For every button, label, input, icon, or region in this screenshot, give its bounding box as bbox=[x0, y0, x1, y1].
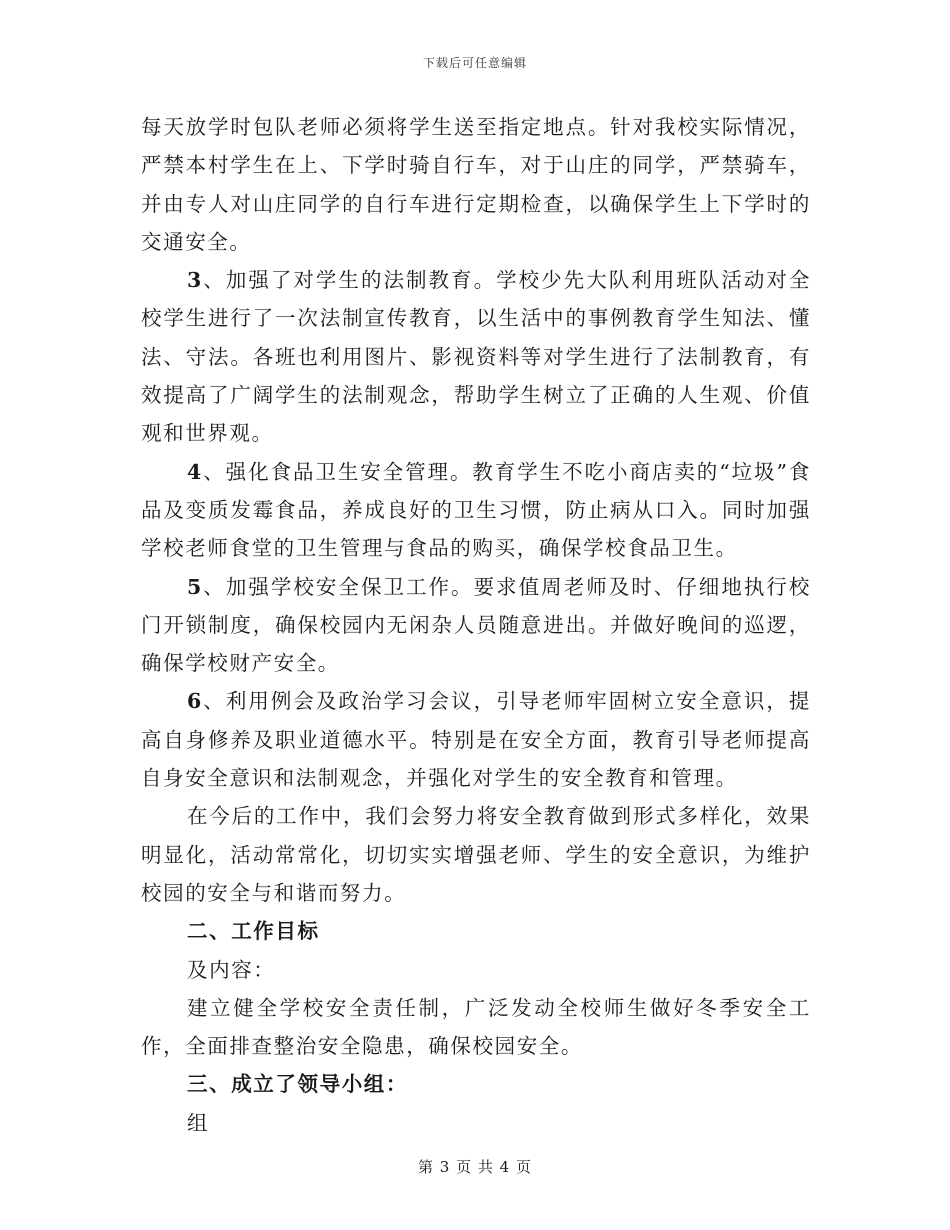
section-heading: 二、工作目标 bbox=[187, 919, 320, 944]
page-header: 下载后可任意编辑 bbox=[422, 56, 527, 70]
paragraph-numbered bbox=[141, 453, 811, 568]
paragraph: 建立健全学校安全责任制，广泛发动全校师生做好冬季安全工作，全面排查整治安全隐患，确保校园安全。 bbox=[141, 995, 811, 1059]
item-number: 5 bbox=[187, 574, 203, 599]
paragraph: 在今后的工作中，我们会努力将安全教育做到形式多样化，效果明显化，活动常常化，切切实实增强老师、学生的安全意识，为维护校园的安全与和谐而努力。 bbox=[141, 804, 811, 905]
paragraph-text: 、加强了对学生的法制教育。学校少先大队利用班队活动对全校学生进行了一次法制宣传教育，以生活中的事例教育学生知法、懂法、守法。各班也利用图片、影视资料等对学生进行了法制教育，有效提高了广阔学生的法制观念，帮助学生树立了正确的人生观、价值观和世界观。 bbox=[141, 268, 811, 446]
section-heading: 三、成立了领导小组： bbox=[187, 1072, 408, 1097]
document-body bbox=[141, 108, 811, 1142]
paragraph-text: 、利用例会及政治学习会议，引导老师牢固树立安全意识，提高自身修养及职业道德水平。特别是在安全方面，教育引导老师提高自身安全意识和法制观念，并强化对学生的安全教育和管理。 bbox=[141, 689, 811, 791]
paragraph: 及内容： bbox=[187, 957, 276, 982]
paragraph-text: 、加强学校安全保卫工作。要求值周老师及时、仔细地执行校门开锁制度，确保校园内无闲杂人员随意进出。并做好晚间的巡逻，确保学校财产安全。 bbox=[141, 574, 811, 676]
item-number: 3 bbox=[187, 268, 203, 293]
paragraph-text: 、强化食品卫生安全管理。教育学生不吃小商店卖的“垃圾”食品及变质发霉食品，养成良好的卫生习惯，防止病从口入。同时加强学校老师食堂的卫生管理与食品的购买，确保学校食品卫生。 bbox=[141, 459, 811, 561]
paragraph: 组 bbox=[187, 1110, 210, 1135]
paragraph-numbered bbox=[141, 568, 811, 683]
page-footer: 第 3 页 共 4 页 bbox=[418, 1158, 532, 1176]
item-number: 6 bbox=[187, 689, 203, 714]
paragraph: 每天放学时包队老师必须将学生送至指定地点。针对我校实际情况，严禁本村学生在上、下学时骑自行车，对于山庄的同学，严禁骑车，并由专人对山庄同学的自行车进行定期检查，以确保学生上下学时的交通安全。 bbox=[141, 115, 811, 254]
item-number: 4 bbox=[187, 459, 203, 484]
paragraph-numbered bbox=[141, 261, 811, 452]
paragraph-numbered bbox=[141, 682, 811, 797]
